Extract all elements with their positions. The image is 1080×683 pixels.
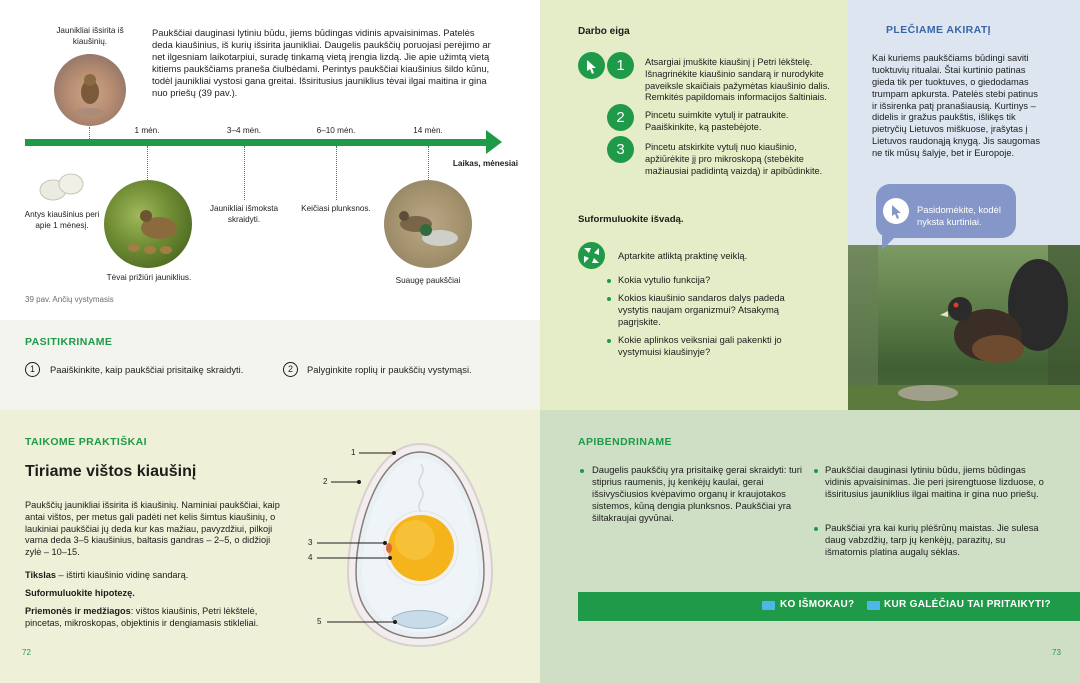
discussion-question-1: Kokia vytulio funkcija? bbox=[618, 274, 711, 285]
step-2-number: 2 bbox=[607, 104, 634, 131]
step-1-text: Atsargiai įmuškite kiaušinį į Petri lėkštelę. Išnagrinėkite kiaušinio sandarą ir nurodykite paveiksle skaičiais pažymėtas kiaušinio dalis. Remkitės papildomais informacijos šaltiniais. bbox=[645, 57, 830, 103]
speech-bubble-tail bbox=[882, 236, 896, 250]
summary-bullet bbox=[580, 469, 584, 473]
tick-3: 6–10 mėn. bbox=[316, 126, 356, 135]
hand-pointer-glyph bbox=[883, 198, 909, 224]
question-2-number: 2 bbox=[283, 362, 298, 377]
hypothesis-prompt: Suformuluokite hipotezę. bbox=[25, 588, 135, 598]
discussion-question-2: Kokios kiaušinio sandaros dalys padeda vystytis naujam organizmui? Atsakymą pagrįskite. bbox=[618, 292, 785, 328]
summary-right-1: Paukščiai dauginasi lytiniu būdu, jiems būdingas vidinis apvaisinimas. Jie peri įsirengtuose lizduose, o išsiritusius jauniklius ilgai maitina ir gina nuo priešų. bbox=[825, 464, 1044, 500]
egg-label-4: 4 bbox=[308, 553, 313, 562]
step-3-number: 3 bbox=[607, 136, 634, 163]
egg-label-5: 5 bbox=[317, 617, 322, 626]
question-bullet bbox=[607, 279, 611, 283]
aside-heading: PLEČIAME AKIRATĮ bbox=[886, 24, 991, 36]
tick-1: 1 mėn. bbox=[134, 126, 160, 135]
book-icon bbox=[867, 601, 880, 610]
chick-pointer bbox=[89, 127, 90, 139]
timeline-axis-label: Laikas, mėnesiai bbox=[452, 159, 518, 168]
tools-label: Priemonės ir medžiagos bbox=[25, 606, 131, 616]
tick-4-line bbox=[428, 146, 429, 180]
discussion-icon bbox=[578, 242, 605, 269]
adult-caption: Suaugę paukščiai bbox=[395, 276, 461, 285]
duckling-illustration bbox=[54, 54, 126, 126]
intro-paragraph: Paukščiai dauginasi lytiniu būdu, jiems būdingas vidinis apvaisinimas. Patelės deda kiaušinius, iš kurių išsirita jaunikliai. Daugelis paukščių poruojasi perėjimo ar net ilgesniam laikotarpiui, suradę tinkamą vietą įrengia lizdą. Jie apie užimtą vietą kitiems paukščiams praneša čiulbėdami. Perintys paukščiai kiaušinius šildo kūnu, todėl jaunikliai vystosi gana greitai. Išsiritusius jauniklius tėvai ilgai maitina ir gina nuo priešų (39 pav.). bbox=[152, 27, 491, 99]
step-2-text: Pincetu suimkite vytulį ir patraukite. Paaiškinkite, ką pastebėjote. bbox=[645, 110, 789, 132]
capercaillie-illustration bbox=[848, 245, 1080, 410]
goal-text: – ištirti kiaušinio vidinę sandarą. bbox=[56, 570, 189, 580]
tick-4: 14 mėn. bbox=[413, 126, 443, 135]
adult-ducks-photo bbox=[384, 180, 472, 268]
timeline-arrow bbox=[25, 139, 488, 146]
parents-caption: Tėvai prižiūri jauniklius. bbox=[106, 273, 192, 282]
figure-caption: 39 pav. Ančių vystymasis bbox=[25, 295, 114, 304]
eggs-caption: Antys kiaušinius peri apie 1 mėnesį. bbox=[24, 210, 100, 230]
hand-pointer-icon bbox=[578, 52, 605, 79]
egg-label-2: 2 bbox=[323, 477, 328, 486]
tools-line bbox=[25, 606, 283, 630]
discussion-glyph bbox=[578, 242, 605, 269]
practical-paragraph: Paukščių jaunikliai išsirita iš kiaušinių. Naminiai paukščiai, kaip antai vištos, per metus gali padėti net kelis šimtus kiaušinių, o laukiniai paukščiai jų deda kur kas mažiau, pavyzdžiui, pilkoji varna deda 3–5 kiaušinius, baltasis gandras – 2–5, o didžioji zylė – 10–15. bbox=[25, 500, 280, 558]
duck-family-photo bbox=[104, 180, 192, 268]
timeline-arrow-head bbox=[486, 130, 502, 154]
summary-right-2: Paukščiai yra kai kurių plėšrūnų maistas. Jie sulesa daug vabzdžių, tarp jų kenkėjų, parazitų, su išmatomis platina augalų sėklas. bbox=[825, 522, 1039, 558]
ducklings-photo bbox=[54, 54, 126, 126]
what-did-i-learn-button[interactable]: KO IŠMOKAU? bbox=[780, 599, 855, 610]
book-icon bbox=[762, 601, 775, 610]
summary-bullet bbox=[814, 527, 818, 531]
hand-pointer-icon bbox=[883, 198, 909, 224]
egg-label-1: 1 bbox=[351, 448, 356, 457]
adult-ducks-illustration bbox=[384, 180, 472, 268]
chick-caption: Jaunikliai išsirita iš kiaušinių. bbox=[56, 26, 124, 46]
egg-label-3: 3 bbox=[308, 538, 313, 547]
summary-bullet bbox=[814, 469, 818, 473]
tick-2-line bbox=[244, 146, 245, 200]
hand-pointer-glyph bbox=[578, 52, 605, 79]
page-number-left: 72 bbox=[22, 648, 31, 657]
summary-heading: APIBENDRINAME bbox=[578, 436, 672, 448]
where-apply-button[interactable]: KUR GALĖČIAU TAI PRITAIKYTI? bbox=[884, 599, 1051, 610]
summary-left-1: Daugelis paukščių yra prisitaikę gerai skraidyti: turi stiprius raumenis, jų kenkėjų kaulai, gerai išsivysčiusios kvėpavimo organų ir kraujotakos sistemos, kūną dengia plunksnos. Paukščiai yra šiltakraujai gyvūnai. bbox=[592, 464, 802, 524]
discussion-question-3: Kokie aplinkos veiksniai gali pakenkti jo vystymuisi kiaušinyje? bbox=[618, 334, 782, 358]
goal-line bbox=[25, 570, 283, 582]
page-number-right: 73 bbox=[1052, 648, 1061, 657]
duck-eggs-image bbox=[36, 170, 88, 204]
practical-heading: TAIKOME PRAKTIŠKAI bbox=[25, 436, 147, 448]
aside-text: Kai kuriems paukščiams būdingi saviti tuoktuvių ritualai. Štai kurtinio patinas gieda tik per tuoktuves, o giedodamas trumpam apkursta. Patelės stebi patinus ir išsirenka patį pranašiausią. Kurtinys – didelis ir gražus paukštis, išlikęs tik pietryčių Lietuvos miškuose, įrašytas į Lietuvos raudonąją knygą. Jis saugomas ne tik mūsų šalyje, bet ir Europoje. bbox=[872, 53, 1040, 159]
discuss-text: Aptarkite atliktą praktinę veiklą. bbox=[618, 250, 748, 261]
question-bullet bbox=[607, 297, 611, 301]
question-bullet bbox=[607, 339, 611, 343]
goal-label: Tikslas bbox=[25, 570, 56, 580]
feathers-caption: Keičiasi plunksnos. bbox=[301, 204, 371, 213]
egg-label-pointers bbox=[315, 448, 425, 628]
self-check-heading: PASITIKRINAME bbox=[25, 336, 113, 348]
duck-family-illustration bbox=[104, 180, 192, 268]
tick-2: 3–4 mėn. bbox=[226, 126, 262, 135]
procedure-heading: Darbo eiga bbox=[578, 26, 630, 37]
conclusion-heading: Suformuluokite išvadą. bbox=[578, 214, 684, 225]
tick-3-line bbox=[336, 146, 337, 200]
tick-1-line bbox=[147, 146, 148, 180]
practical-title: Tiriame vištos kiaušinį bbox=[25, 463, 197, 480]
question-2-text: Palyginkite roplių ir paukščių vystymąsi. bbox=[307, 364, 472, 375]
question-1-text: Paaiškinkite, kaip paukščiai prisitaikę skraidyti. bbox=[50, 364, 244, 375]
tools-text: : vištos kiaušinis, Petri lėkštelė, pincetas, mikroskopas, objektinis ir dengiamasis stikleliai. bbox=[25, 606, 259, 628]
step-1-number: 1 bbox=[607, 52, 634, 79]
question-1-number: 1 bbox=[25, 362, 40, 377]
capercaillie-photo bbox=[848, 245, 1080, 410]
step-3-text: Pincetu atskirkite vytulį nuo kiaušinio, apžiūrėkite jį pro mikroskopą (stebėkite mažiausiai padidintą vaizdą) ir apibūdinkite. bbox=[645, 142, 823, 176]
flying-caption: Jaunikliai išmoksta skraidyti. bbox=[209, 204, 279, 224]
speech-text: Pasidomėkite, kodėl nyksta kurtiniai. bbox=[917, 204, 1001, 228]
